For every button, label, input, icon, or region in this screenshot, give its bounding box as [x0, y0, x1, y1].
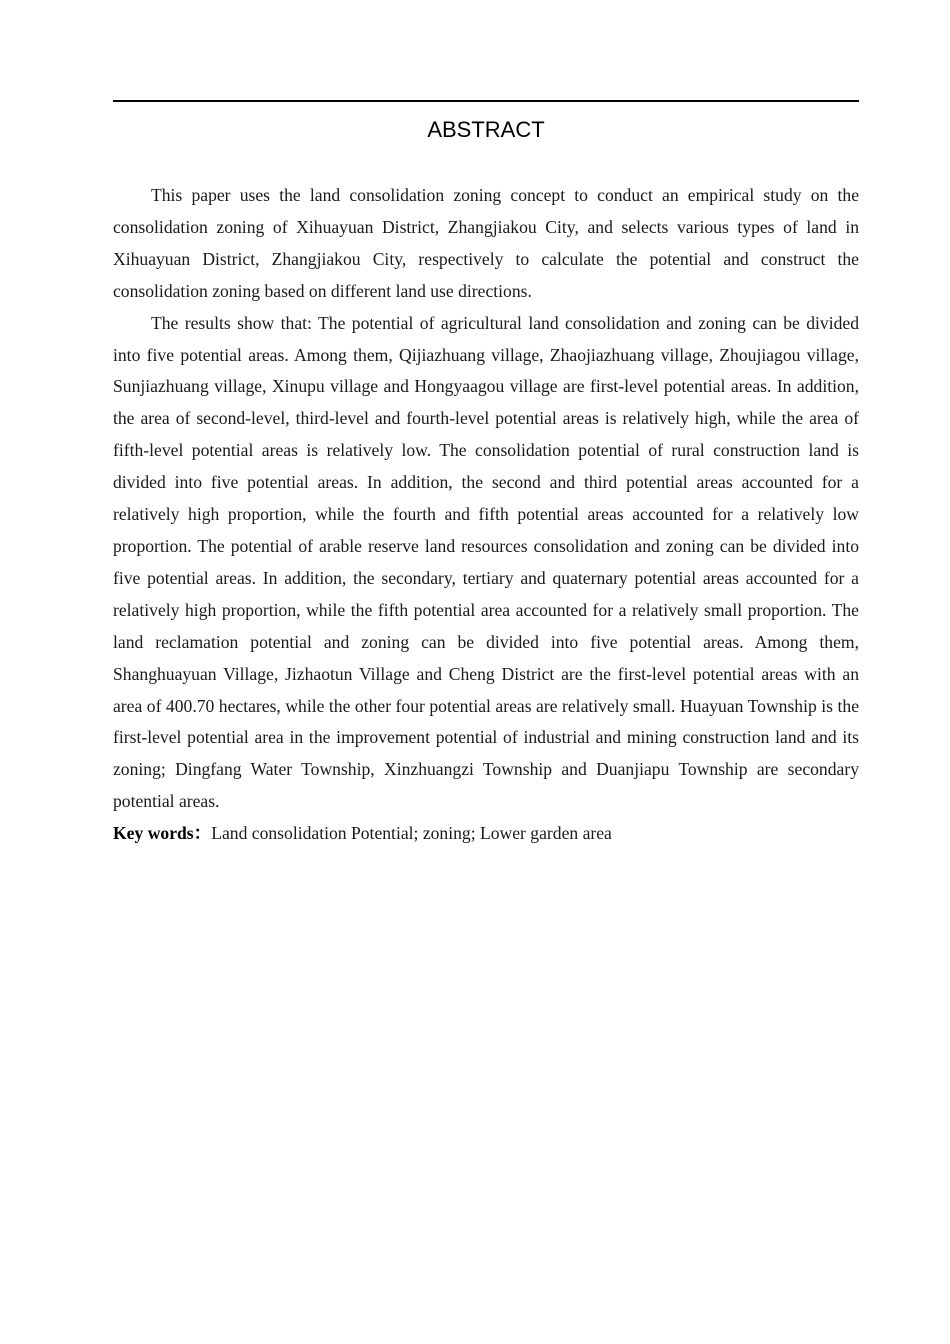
keywords-label: Key words： [113, 823, 212, 844]
abstract-paragraph-1: This paper uses the land consolidation zoning concept to conduct an empirical study on the consolidation zoning of Xihuayuan District, Zhangjiakou City, and selects various types of land in Xihuayuan District, Zhangjiakou City, respectively to calculate the potential and construct the consolidation zoning based on different land use directions. [113, 185, 859, 301]
keywords-line [113, 818, 859, 850]
keywords-text: Land consolidation Potential; zoning; Lower garden area [211, 823, 612, 844]
header-rule [113, 100, 859, 102]
abstract-heading: ABSTRACT [427, 117, 545, 142]
abstract-paragraph-2: The results show that: The potential of agricultural land consolidation and zoning can be divided into five potential areas. Among them, Qijiazhuang village, Zhaojiazhuang village, Zhoujiagou village, Sunjiazhuang village, Xinupu village and Hongyaagou village are first-level potential areas. In addition, the area of second-level, third-level and fourth-level potential areas is relatively high, while the area of fifth-level potential areas is relatively low. The consolidation potential of rural construction land is divided into five potential areas. In addition, the second and third potential areas accounted for a relatively high proportion, while the fourth and fifth potential areas accounted for a relatively low proportion. The potential of arable reserve land resources consolidation and zoning can be divided into five potential areas. In addition, the secondary, tertiary and quaternary potential areas accounted for a relatively high proportion, while the fifth potential area accounted for a relatively small proportion. The land reclamation potential and zoning can be divided into five potential areas. Among them, Shanghuayuan Village, Jizhaotun Village and Cheng District are the first-level potential areas with an area of 400.70 hectares, while the other four potential areas are relatively small. Huayuan Township is the first-level potential area in the improvement potential of industrial and mining construction land and its zoning; Dingfang Water Township, Xinzhuangzi Township and Duanjiapu Township are secondary potential areas. [113, 312, 859, 812]
abstract-body [113, 180, 859, 850]
